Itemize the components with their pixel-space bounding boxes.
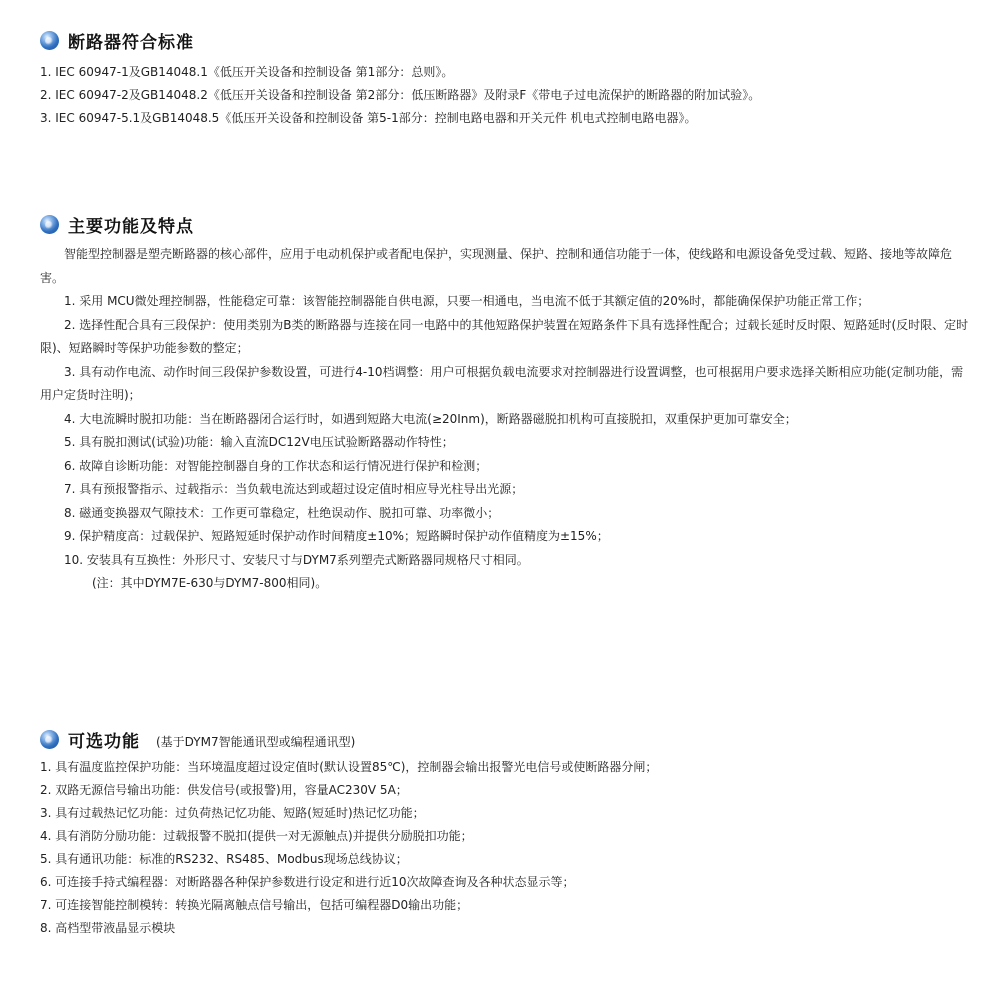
section-optional: [40, 727, 970, 940]
list-item: 4. 大电流瞬时脱扣功能：当在断路器闭合运行时，如遇到短路大电流(≥20Inm)，断路器磁脱扣机构可直接脱扣，双重保护更加可靠安全；: [64, 411, 797, 426]
optional-list: [40, 756, 970, 940]
list-item: 5. 具有通讯功能：标准的RS232、RS485、Modbus现场总线协议；: [40, 852, 408, 866]
section-title: 断路器符合标准: [68, 32, 194, 53]
globe-bullet-icon: [40, 730, 59, 749]
list-item: 7. 可连接智能控制模转：转换光隔离触点信号输出，包括可编程器D0输出功能；: [40, 898, 469, 912]
list-item: 3. IEC 60947-5.1及GB14048.5《低压开关设备和控制设备 第5-1部分：控制电路电器和开关元件 机电式控制电路电器》。: [40, 111, 697, 125]
section-standards: [40, 28, 970, 130]
list-item: 8. 磁通变换器双气隙技术：工作更可靠稳定，杜绝误动作、脱扣可靠、功率微小；: [64, 505, 500, 520]
list-item: 7. 具有预报警指示、过载指示：当负载电流达到或超过设定值时相应导光柱导出光源；: [64, 482, 524, 496]
list-item: 8. 高档型带液晶显示模块: [40, 921, 176, 935]
list-item: 1. IEC 60947-1及GB14048.1《低压开关设备和控制设备 第1部分：总则》。: [40, 65, 454, 79]
section-header: [40, 28, 970, 52]
intro-paragraph: 智能型控制器是塑壳断路器的核心部件，应用于电动机保护或者配电保护，实现测量、保护、控制和通信功能于一体，使线路和电源设备免受过载、短路、接地等故障危害。: [40, 247, 953, 285]
globe-bullet-icon: [40, 31, 59, 50]
list-item: 2. 双路无源信号输出功能：供发信号(或报警)用，容量AC230V 5A；: [40, 783, 408, 797]
list-item: 6. 故障自诊断功能：对智能控制器自身的工作状态和运行情况进行保护和检测；: [64, 458, 488, 473]
globe-bullet-icon: [40, 215, 59, 234]
section-title: 主要功能及特点: [68, 216, 194, 237]
list-item: 1. 具有温度监控保护功能：当环境温度超过设定值时(默认设置85℃)，控制器会输出报警光电信号或使断路器分闸；: [40, 760, 658, 774]
note-text: (注：其中DYM7E-630与DYM7-800相同)。: [92, 576, 328, 590]
section-subtitle: (基于DYM7智能通讯型或编程通讯型): [156, 734, 356, 749]
list-item: 3. 具有过载热记忆功能：过负荷热记忆功能、短路(短延时)热记忆功能；: [40, 806, 425, 820]
list-item: 2. 选择性配合具有三段保护：使用类别为B类的断路器与连接在同一电路中的其他短路保护装置在短路条件下具有选择性配合；过载长延时反时限、短路延时(反时限、定时限)、短路瞬时等保护功能参数的整定；: [40, 317, 969, 355]
list-item: 5. 具有脱扣测试(试验)功能：输入直流DC12V电压试验断路器动作特性；: [64, 435, 454, 449]
standards-list: [40, 61, 970, 130]
list-item: 2. IEC 60947-2及GB14048.2《低压开关设备和控制设备 第2部分：低压断路器》及附录F《带电子过电流保护的断路器的附加试验》。: [40, 88, 761, 102]
section-features: [40, 212, 970, 596]
list-item: 4. 具有消防分励功能：过载报警不脱扣(提供一对无源触点)并提供分励脱扣功能；: [40, 829, 473, 843]
section-title: 可选功能: [68, 731, 140, 752]
list-item: 10. 安装具有互换性：外形尺寸、安装尺寸与DYM7系列塑壳式断路器同规格尺寸相同。: [64, 552, 529, 567]
list-item: 3. 具有动作电流、动作时间三段保护参数设置，可进行4-10档调整：用户可根据负载电流要求对控制器进行设置调整，也可根据用户要求选择关断相应功能(定制功能，需用户定货时注明)；: [40, 364, 964, 402]
section-header: [40, 727, 970, 751]
section-header: [40, 212, 970, 236]
list-item: 9. 保护精度高：过载保护、短路短延时保护动作时间精度±10%；短路瞬时保护动作值精度为±15%；: [64, 529, 609, 543]
list-item: 6. 可连接手持式编程器：对断路器各种保护参数进行设定和进行近10次故障查询及各种状态显示等；: [40, 875, 575, 889]
list-item: 1. 采用 MCU微处理控制器，性能稳定可靠：该智能控制器能自供电源，只要一相通电，当电流不低于其额定值的20%时，都能确保保护功能正常工作；: [64, 294, 870, 308]
features-body: [40, 243, 970, 596]
